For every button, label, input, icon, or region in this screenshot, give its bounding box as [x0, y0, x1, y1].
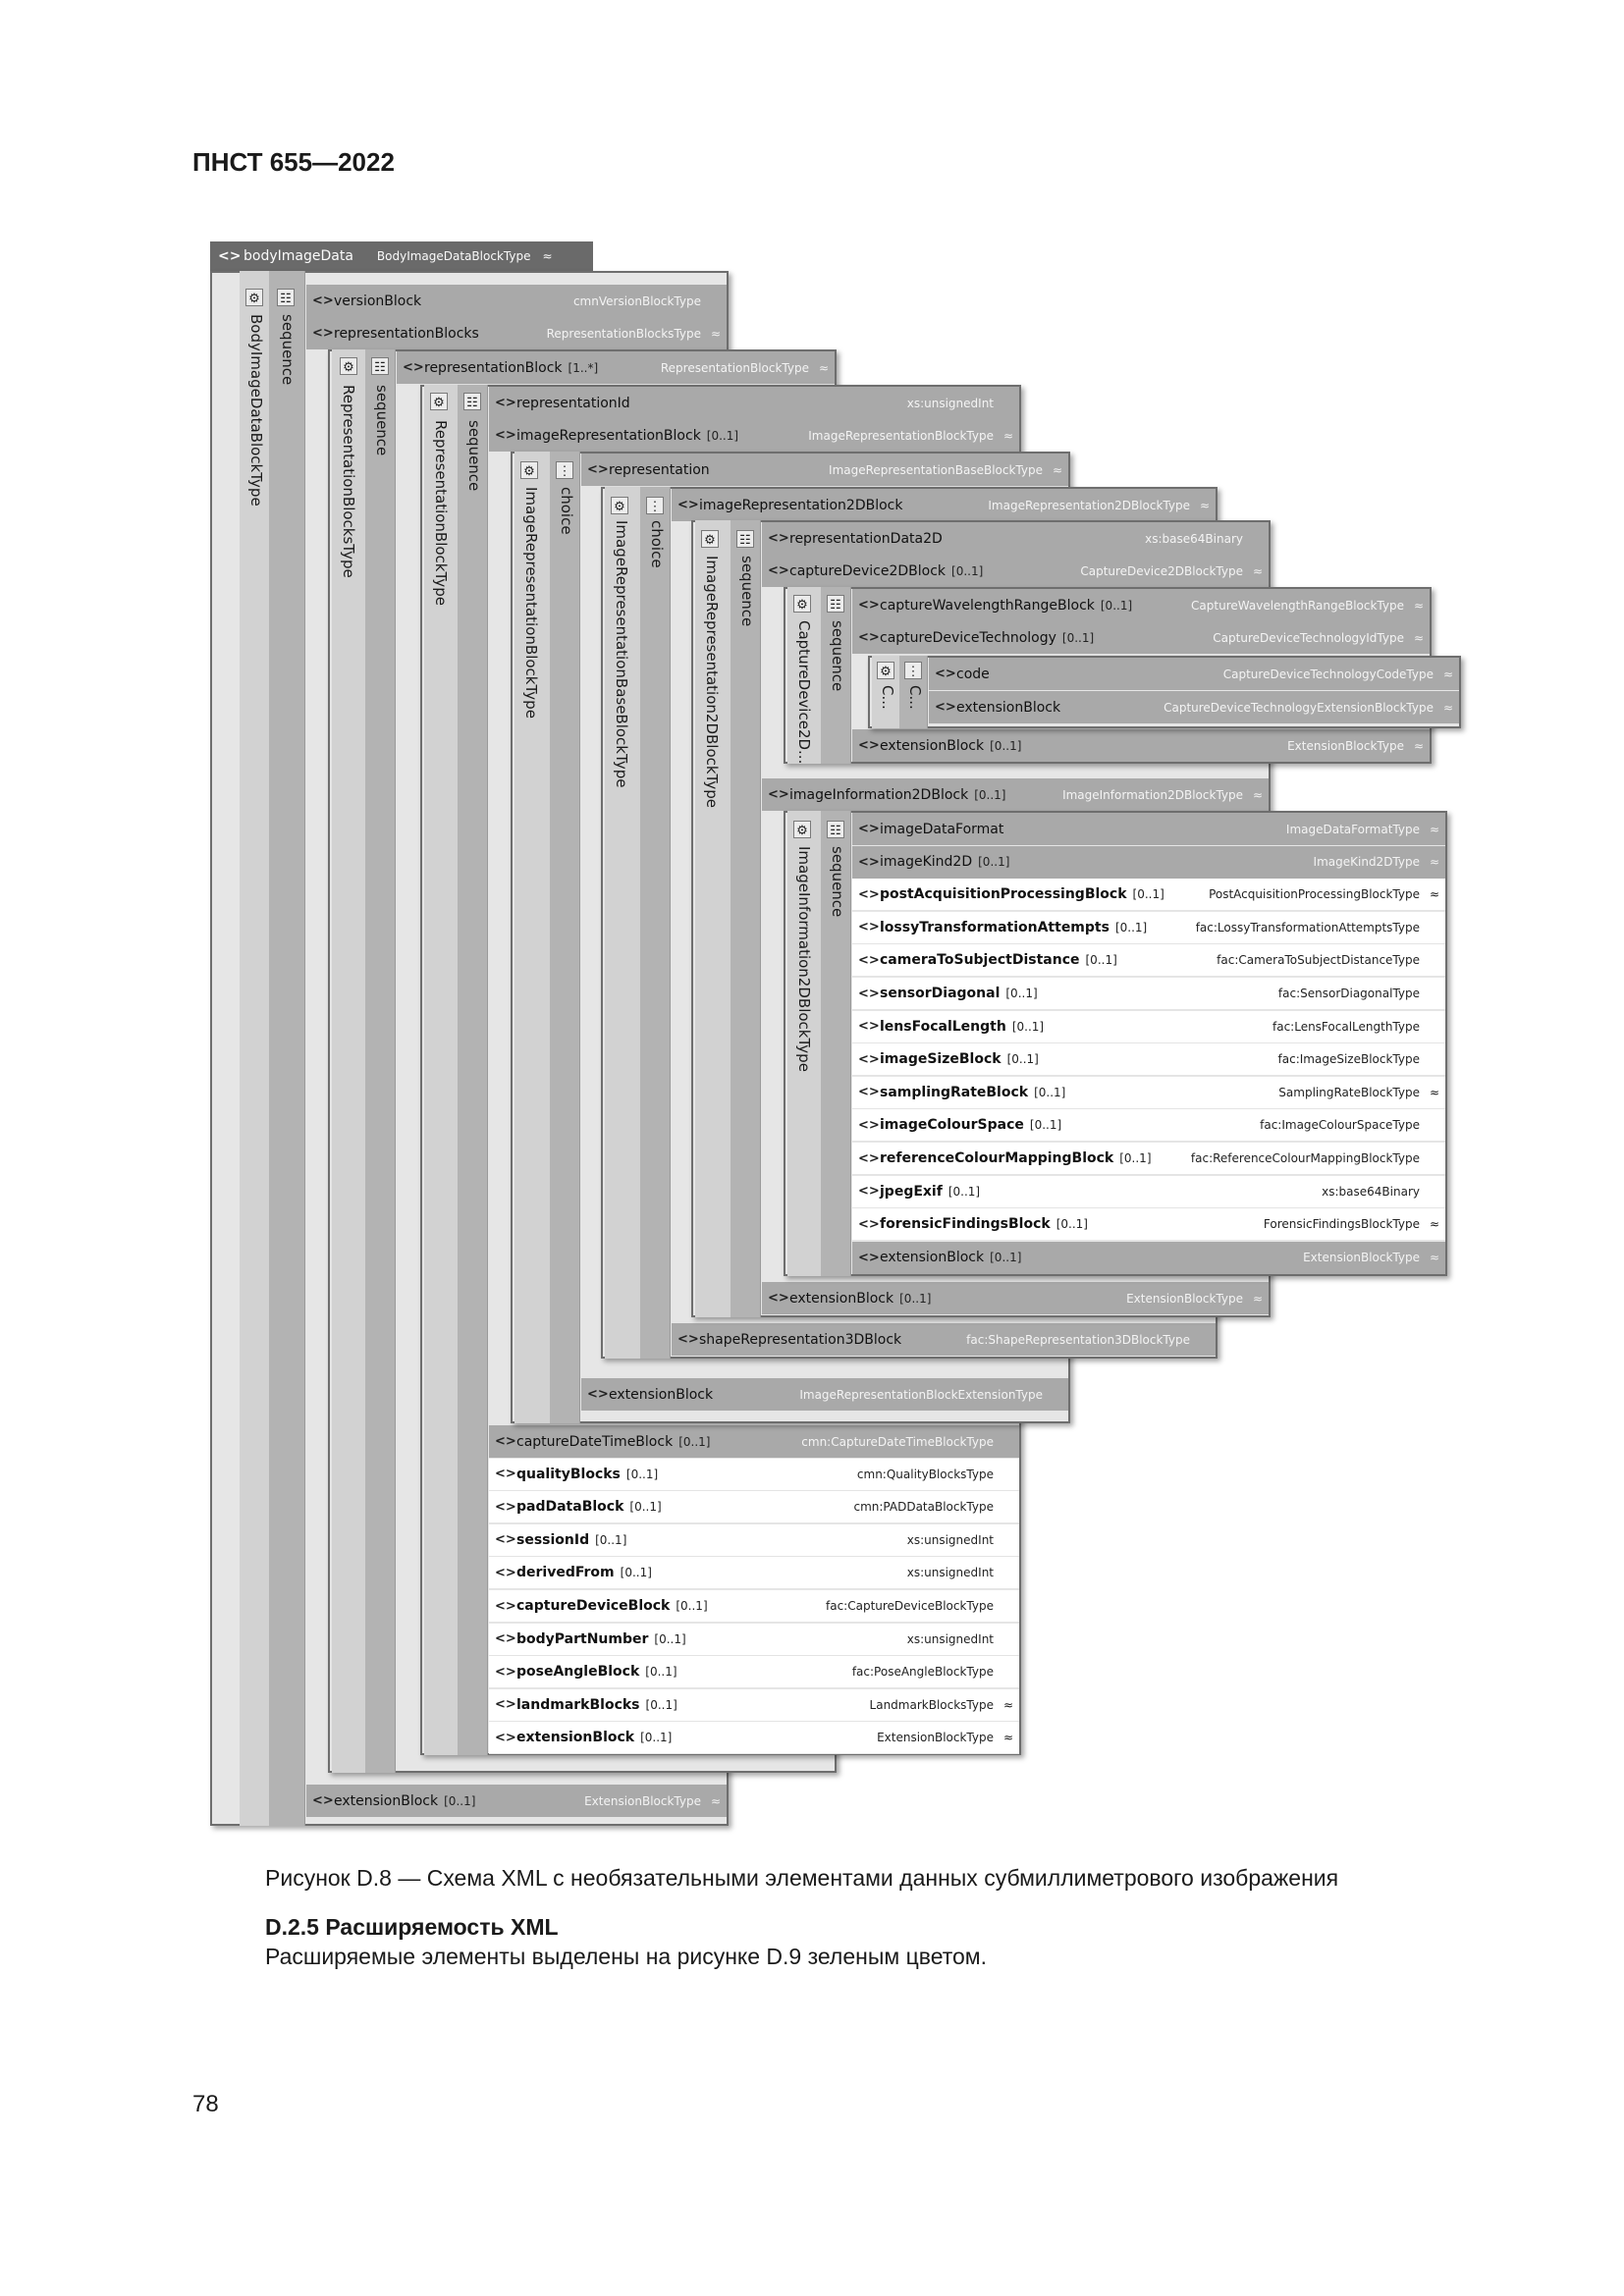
element-name: code — [956, 666, 990, 682]
expand-chevron-icon[interactable]: ≈ — [710, 326, 722, 341]
element-type: LandmarkBlocksType — [869, 1697, 994, 1712]
element-icon: <> — [858, 986, 880, 1001]
element-type: fac:ImageColourSpaceType — [1260, 1118, 1420, 1133]
element-icon: <> — [935, 700, 956, 715]
element-row[interactable] — [489, 419, 1019, 452]
expand-chevron-icon[interactable]: ≈ — [1429, 1217, 1440, 1232]
element-type: cmnVersionBlockType — [572, 294, 701, 308]
element-name: forensicFindingsBlock — [880, 1216, 1051, 1233]
element-icon: <> — [495, 1697, 516, 1713]
element-type: fac:LensFocalLengthType — [1272, 1019, 1420, 1034]
expand-chevron-icon[interactable]: ≈ — [1252, 1291, 1264, 1306]
element-type: ExtensionBlockType — [584, 1793, 701, 1808]
element-type: fac:CameraToSubjectDistanceType — [1217, 953, 1420, 968]
element-name: imageKind2D — [880, 854, 973, 871]
element-icon: <> — [495, 1598, 516, 1614]
expand-chevron-icon[interactable]: ≈ — [1002, 428, 1014, 443]
element-name: versionBlock — [334, 293, 422, 309]
level7b-compositor-label: sequence — [829, 846, 846, 918]
element-cardinality: [0..1] — [899, 1291, 932, 1306]
element-icon: <> — [858, 854, 880, 870]
expand-chevron-icon[interactable]: ≈ — [1052, 462, 1063, 477]
element-icon: <> — [495, 1532, 516, 1548]
element-icon: <> — [218, 248, 242, 264]
element-name: landmarkBlocks — [516, 1696, 640, 1713]
element-cardinality: [0..1] — [1132, 887, 1164, 902]
element-cardinality: [0..1] — [629, 1500, 662, 1515]
element-row[interactable] — [489, 387, 1019, 419]
element-icon: <> — [858, 1250, 880, 1265]
level2-sequence-bar — [365, 349, 396, 1773]
figure-caption: Рисунок D.8 — Схема XML с необязательными элементами данных субмиллиметрового изображения — [265, 1865, 1339, 1891]
element-icon: <> — [677, 1332, 699, 1347]
element-type: xs:unsignedInt — [906, 1631, 994, 1646]
element-name: samplingRateBlock — [880, 1084, 1029, 1100]
element-icon: <> — [312, 1793, 334, 1808]
element-type: PostAcquisitionProcessingBlockType — [1209, 887, 1420, 902]
element-type: CaptureDevice2DBlockType — [1080, 563, 1243, 578]
element-name: lossyTransformationAttempts — [880, 919, 1110, 935]
element-name: imageRepresentationBlock — [516, 427, 701, 444]
complex-type-icon: ⚙ — [430, 393, 448, 410]
element-cardinality: [0..1] — [1114, 920, 1148, 934]
element-type: ForensicFindingsBlockType — [1263, 1217, 1420, 1232]
element-cardinality: [0..1] — [1034, 1085, 1066, 1099]
element-icon: <> — [495, 1467, 516, 1482]
element-cardinality: [0..1] — [951, 563, 984, 578]
element-name: jpegExif — [880, 1183, 943, 1200]
root-element-type: BodyImageDataBlockType — [376, 249, 531, 263]
expand-chevron-icon[interactable]: ≈ — [710, 1793, 722, 1808]
root-element-name: bodyImageData — [244, 248, 353, 264]
choice-icon: ⋮ — [646, 497, 664, 514]
element-icon: <> — [495, 1664, 516, 1680]
element-icon: <> — [858, 1019, 880, 1035]
level8-compositor-label: C... — [906, 685, 924, 710]
element-name: poseAngleBlock — [516, 1664, 640, 1681]
level4-type-label: ImageRepresentationBlockType — [522, 487, 540, 719]
element-name: representationId — [516, 395, 630, 411]
element-type: xs:unsignedInt — [906, 396, 994, 410]
element-cardinality: [0..1] — [645, 1697, 677, 1712]
element-icon: <> — [768, 787, 789, 802]
element-cardinality: [0..1] — [978, 855, 1010, 870]
level3-type-label: RepresentationBlockType — [432, 420, 450, 606]
element-row[interactable] — [852, 1077, 1445, 1109]
level5-type-label: ImageRepresentationBaseBlockType — [613, 520, 630, 788]
choice-icon: ⋮ — [904, 662, 922, 679]
element-icon: <> — [495, 1565, 516, 1580]
element-row[interactable] — [852, 813, 1445, 845]
element-name: captureDeviceTechnology — [880, 629, 1056, 646]
element-row[interactable] — [489, 1425, 1019, 1458]
expand-chevron-icon[interactable]: ≈ — [542, 249, 553, 263]
element-cardinality: [0..1] — [640, 1731, 673, 1745]
element-cardinality: [0..1] — [706, 428, 739, 443]
element-icon: <> — [858, 1150, 880, 1166]
element-row[interactable] — [489, 1524, 1019, 1557]
root-element-bar[interactable] — [210, 241, 593, 271]
level5-compositor-label: choice — [648, 520, 666, 568]
element-row[interactable] — [762, 522, 1269, 555]
level2-type-label: RepresentationBlocksType — [340, 385, 357, 578]
element-name: postAcquisitionProcessingBlock — [880, 886, 1127, 903]
element-icon: <> — [858, 738, 880, 753]
element-icon: <> — [495, 428, 516, 443]
element-cardinality: [0..1] — [1119, 1151, 1152, 1165]
element-cardinality: [0..1] — [1011, 1019, 1045, 1034]
element-cardinality: [0..1] — [1029, 1118, 1062, 1133]
element-row[interactable] — [852, 1208, 1445, 1241]
element-row[interactable] — [852, 912, 1445, 944]
choice-icon: ⋮ — [556, 461, 573, 479]
element-name: extensionBlock — [609, 1386, 714, 1403]
element-type: fac:PoseAngleBlockType — [851, 1665, 994, 1680]
element-icon: <> — [858, 1117, 880, 1133]
element-cardinality: [0..1] — [444, 1793, 476, 1808]
complex-type-icon: ⚙ — [877, 662, 894, 679]
element-icon: <> — [858, 1216, 880, 1232]
element-icon: <> — [403, 360, 424, 375]
element-row[interactable] — [929, 658, 1459, 690]
level7a-type-label: CaptureDevice2D... — [795, 620, 813, 765]
expand-chevron-icon[interactable]: ≈ — [1429, 1085, 1440, 1099]
element-name: representationBlocks — [334, 325, 479, 342]
element-icon: <> — [312, 326, 334, 341]
element-row[interactable] — [672, 1323, 1216, 1356]
sequence-icon: ☷ — [463, 393, 481, 410]
element-type: ExtensionBlockType — [877, 1731, 994, 1745]
element-icon: <> — [495, 1434, 516, 1449]
element-cardinality: [0..1] — [947, 1184, 981, 1199]
element-row[interactable] — [489, 1557, 1019, 1589]
element-cardinality: [0..1] — [654, 1631, 686, 1646]
element-row[interactable] — [672, 489, 1216, 521]
level5-choice-bar — [640, 487, 671, 1359]
element-name: extensionBlock — [956, 699, 1061, 716]
element-row[interactable] — [489, 1722, 1019, 1754]
element-row[interactable] — [306, 317, 727, 349]
element-name: derivedFrom — [516, 1565, 615, 1581]
element-type: CaptureDeviceTechnologyCodeType — [1222, 667, 1434, 681]
complex-type-icon: ⚙ — [520, 461, 538, 479]
element-name: extensionBlock — [880, 1250, 985, 1266]
element-name: cameraToSubjectDistance — [880, 952, 1080, 969]
element-type: ImageRepresentationBaseBlockType — [829, 462, 1043, 477]
sequence-icon: ☷ — [827, 821, 844, 838]
element-cardinality: [0..1] — [990, 738, 1022, 753]
element-name: shapeRepresentation3DBlock — [699, 1331, 902, 1348]
expand-chevron-icon[interactable]: ≈ — [1429, 1251, 1440, 1265]
element-row[interactable] — [852, 1011, 1445, 1043]
level1-compositor-label: sequence — [279, 314, 297, 386]
element-icon: <> — [858, 822, 880, 836]
element-row[interactable] — [929, 691, 1459, 723]
element-name: imageDataFormat — [880, 821, 1004, 837]
element-name: bodyPartNumber — [516, 1630, 649, 1647]
level7b-type-label: ImageInformation2DBlockType — [795, 846, 813, 1072]
level1-type-label: BodyImageDataBlockType — [247, 314, 265, 507]
element-cardinality: [1..*] — [568, 360, 599, 375]
element-icon: <> — [858, 920, 880, 935]
element-name: padDataBlock — [516, 1499, 624, 1516]
element-cardinality: [0..1] — [1006, 1052, 1039, 1067]
element-type: fac:LossyTransformationAttemptsType — [1195, 920, 1420, 934]
element-name: extensionBlock — [789, 1290, 894, 1307]
element-row[interactable] — [852, 621, 1430, 654]
element-row[interactable] — [852, 729, 1430, 762]
element-name: referenceColourMappingBlock — [880, 1150, 1114, 1166]
element-name: imageInformation2DBlock — [789, 786, 969, 803]
element-cardinality: [0..1] — [678, 1434, 711, 1449]
element-icon: <> — [495, 1631, 516, 1647]
element-type: xs:unsignedInt — [906, 1566, 994, 1580]
element-type: ImageKind2DType — [1313, 855, 1420, 870]
expand-chevron-icon[interactable]: ≈ — [1442, 700, 1454, 715]
element-icon: <> — [858, 630, 880, 645]
element-icon: <> — [677, 498, 699, 512]
level6-sequence-bar — [731, 520, 761, 1317]
element-cardinality: [0..1] — [595, 1532, 627, 1547]
complex-type-icon: ⚙ — [793, 595, 811, 613]
element-cardinality: [0..1] — [990, 1251, 1022, 1265]
element-row[interactable] — [489, 1689, 1019, 1722]
element-icon: <> — [935, 667, 956, 681]
element-cardinality: [0..1] — [974, 787, 1006, 802]
complex-type-icon: ⚙ — [793, 821, 811, 838]
level3-compositor-label: sequence — [465, 420, 483, 492]
element-row[interactable] — [581, 1378, 1068, 1411]
element-type: cmn:CaptureDateTimeBlockType — [801, 1434, 994, 1449]
expand-chevron-icon[interactable]: ≈ — [1413, 598, 1425, 613]
element-type: xs:base64Binary — [1322, 1184, 1420, 1199]
level4-choice-bar — [550, 452, 580, 1423]
sequence-icon: ☷ — [371, 357, 389, 375]
level6-compositor-label: sequence — [738, 556, 756, 627]
doc-header: ПНСТ 655—2022 — [192, 147, 395, 177]
element-name: extensionBlock — [516, 1730, 635, 1746]
page-number: 78 — [192, 2091, 219, 2117]
element-row[interactable] — [852, 846, 1445, 879]
element-name: representationData2D — [789, 530, 943, 547]
complex-type-icon: ⚙ — [701, 530, 719, 548]
element-icon: <> — [587, 462, 609, 477]
complex-type-icon: ⚙ — [245, 289, 263, 306]
element-type: fac:ReferenceColourMappingBlockType — [1190, 1151, 1420, 1165]
element-type: fac:SensorDiagonalType — [1277, 987, 1420, 1000]
element-type: fac:ImageSizeBlockType — [1277, 1052, 1420, 1067]
element-type: ImageRepresentation2DBlockType — [988, 498, 1190, 512]
element-name: representationBlock — [424, 359, 563, 376]
element-row[interactable] — [489, 1590, 1019, 1623]
element-row[interactable] — [852, 1043, 1445, 1076]
element-row[interactable] — [852, 1143, 1445, 1175]
element-type: RepresentationBlockType — [660, 360, 809, 375]
element-row[interactable] — [852, 589, 1430, 621]
element-row[interactable] — [852, 1176, 1445, 1208]
level8-type-label: C... — [879, 685, 896, 710]
element-icon: <> — [858, 886, 880, 902]
element-type: CaptureDeviceTechnologyExtensionBlockType — [1164, 700, 1434, 715]
complex-type-icon: ⚙ — [340, 357, 357, 375]
element-type: xs:base64Binary — [1145, 531, 1243, 546]
element-type: SamplingRateBlockType — [1278, 1085, 1420, 1099]
element-icon: <> — [587, 1387, 609, 1402]
expand-chevron-icon[interactable]: ≈ — [1199, 498, 1211, 512]
element-name: imageSizeBlock — [880, 1051, 1001, 1068]
expand-chevron-icon[interactable]: ≈ — [1413, 630, 1425, 645]
element-name: extensionBlock — [880, 737, 985, 754]
element-type: ImageRepresentationBlockType — [808, 428, 994, 443]
section-text: Расширяемые элементы выделены на рисунке D.9 зеленым цветом. — [265, 1944, 988, 1969]
element-cardinality: [0..1] — [645, 1665, 677, 1680]
element-cardinality: [0..1] — [1005, 987, 1038, 1000]
expand-chevron-icon[interactable]: ≈ — [1002, 1697, 1014, 1712]
element-row[interactable] — [762, 555, 1269, 587]
element-type: CaptureWavelengthRangeBlockType — [1191, 598, 1404, 613]
element-type: ExtensionBlockType — [1287, 738, 1404, 753]
level2-compositor-label: sequence — [373, 385, 391, 456]
element-type: cmn:PADDataBlockType — [853, 1500, 994, 1515]
sequence-icon: ☷ — [736, 530, 754, 548]
element-row[interactable] — [397, 351, 835, 384]
element-icon: <> — [495, 396, 516, 410]
element-name: captureWavelengthRangeBlock — [880, 597, 1095, 614]
element-icon: <> — [495, 1730, 516, 1745]
element-icon: <> — [768, 563, 789, 578]
element-cardinality: [0..1] — [625, 1467, 659, 1481]
element-name: extensionBlock — [334, 1792, 439, 1809]
element-row[interactable] — [852, 1242, 1445, 1274]
element-type: CaptureDeviceTechnologyIdType — [1213, 630, 1404, 645]
expand-chevron-icon[interactable]: ≈ — [1413, 738, 1425, 753]
level1-sequence-bar — [269, 271, 305, 1826]
sequence-icon: ☷ — [277, 289, 295, 306]
element-type: fac:ShapeRepresentation3DBlockType — [966, 1332, 1190, 1347]
element-type: ExtensionBlockType — [1303, 1251, 1420, 1265]
element-type: RepresentationBlocksType — [546, 326, 701, 341]
complex-type-icon: ⚙ — [611, 497, 628, 514]
element-icon: <> — [858, 1085, 880, 1100]
section-heading: D.2.5 Расширяемость XML — [265, 1914, 559, 1940]
element-cardinality: [0..1] — [1056, 1217, 1088, 1232]
element-row[interactable] — [489, 1656, 1019, 1688]
level3-sequence-bar — [458, 385, 488, 1755]
element-cardinality: [0..1] — [1100, 598, 1133, 613]
element-type: fac:CaptureDeviceBlockType — [826, 1599, 994, 1613]
element-name: sensorDiagonal — [880, 986, 1001, 1001]
element-row[interactable] — [852, 944, 1445, 977]
level6-type-label: ImageRepresentation2DBlockType — [703, 556, 721, 809]
element-row[interactable] — [489, 1491, 1019, 1523]
element-cardinality: [0..1] — [1085, 953, 1117, 968]
element-name: qualityBlocks — [516, 1466, 621, 1482]
element-name: representation — [609, 461, 710, 478]
element-name: lensFocalLength — [880, 1018, 1006, 1035]
element-icon: <> — [312, 294, 334, 308]
element-name: captureDeviceBlock — [516, 1598, 671, 1614]
sequence-icon: ☷ — [827, 595, 844, 613]
element-row[interactable] — [762, 1282, 1269, 1314]
expand-chevron-icon[interactable]: ≈ — [818, 360, 830, 375]
element-row[interactable] — [489, 1624, 1019, 1656]
element-icon: <> — [858, 1051, 880, 1067]
element-row[interactable] — [762, 778, 1269, 811]
element-row[interactable] — [852, 978, 1445, 1010]
expand-chevron-icon[interactable]: ≈ — [1002, 1731, 1014, 1745]
element-name: captureDevice2DBlock — [789, 562, 947, 579]
element-name: imageRepresentation2DBlock — [699, 497, 903, 513]
expand-chevron-icon[interactable]: ≈ — [1429, 822, 1440, 836]
element-type: ExtensionBlockType — [1126, 1291, 1243, 1306]
element-type: ImageRepresentationBlockExtensionType — [799, 1387, 1043, 1402]
element-icon: <> — [858, 952, 880, 968]
element-row[interactable] — [306, 285, 727, 317]
element-cardinality: [0..1] — [620, 1566, 652, 1580]
element-icon: <> — [858, 1184, 880, 1200]
element-icon: <> — [495, 1499, 516, 1515]
element-icon: <> — [858, 598, 880, 613]
element-name: imageColourSpace — [880, 1117, 1024, 1134]
expand-chevron-icon[interactable]: ≈ — [1252, 563, 1264, 578]
element-name: captureDateTimeBlock — [516, 1433, 674, 1450]
expand-chevron-icon[interactable]: ≈ — [1252, 787, 1264, 802]
level7a-compositor-label: sequence — [829, 620, 846, 692]
element-cardinality: [0..1] — [676, 1599, 708, 1613]
element-row[interactable] — [852, 1109, 1445, 1142]
element-row[interactable] — [581, 454, 1068, 486]
element-row[interactable] — [306, 1785, 727, 1817]
element-type: ImageInformation2DBlockType — [1062, 787, 1243, 802]
element-type: cmn:QualityBlocksType — [856, 1467, 994, 1481]
element-row[interactable] — [852, 879, 1445, 911]
element-cardinality: [0..1] — [1061, 630, 1095, 645]
level4-compositor-label: choice — [558, 487, 575, 535]
element-name: sessionId — [516, 1531, 590, 1548]
element-type: ImageDataFormatType — [1285, 822, 1420, 836]
expand-chevron-icon[interactable]: ≈ — [1442, 667, 1454, 681]
element-row[interactable] — [489, 1459, 1019, 1491]
expand-chevron-icon[interactable]: ≈ — [1429, 887, 1440, 902]
element-icon: <> — [768, 1291, 789, 1306]
element-icon: <> — [768, 531, 789, 546]
element-type: xs:unsignedInt — [906, 1532, 994, 1547]
expand-chevron-icon[interactable]: ≈ — [1429, 855, 1440, 870]
